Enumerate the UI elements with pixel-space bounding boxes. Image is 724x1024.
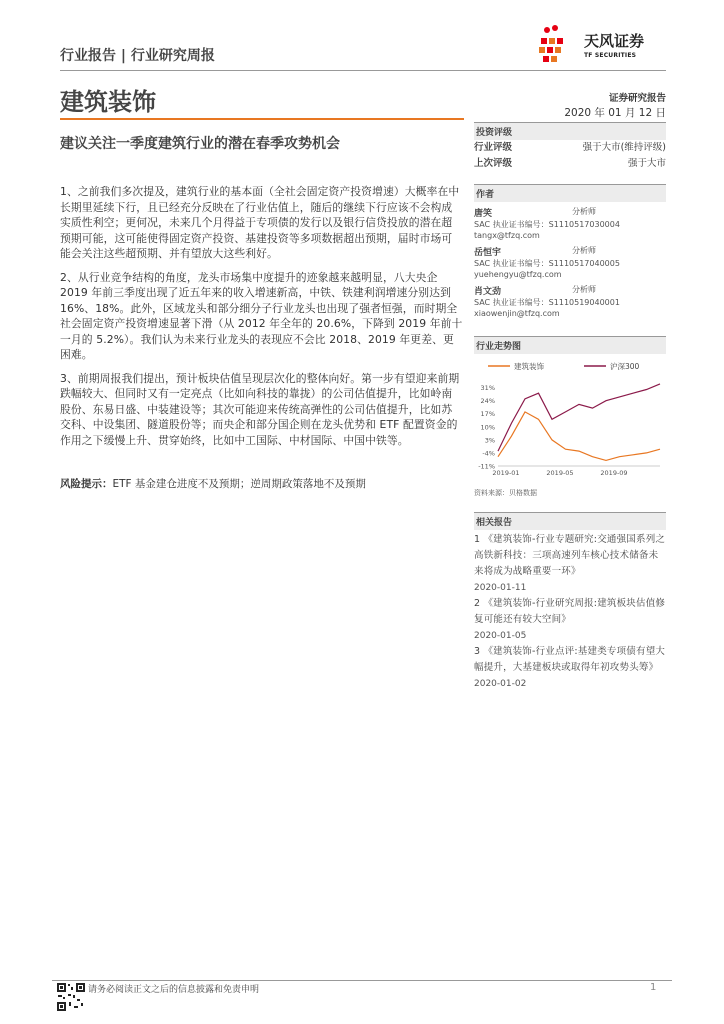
y-tick-label: 3% — [484, 436, 495, 445]
body-paragraph: 2、从行业竞争结构的角度，龙头市场集中度提升的迹象越来越明显，八大央企 2019 年前三季度出现了近五年来的收入增速新高，中铁、铁建利润增速分别达到 16%、18%。此外，区域龙头和部分细分子行业龙头也出现了强者恒强，而时期全社会固定资产投资增速显著下滑（从 2012 年全年的 20.6%，下降到 2019 年前十一月的 5.2%）。我们认为未来行业龙头的表现应不会比 2018、2019 年更差、更困难。 — [60, 270, 463, 361]
body-paragraph: 1、之前我们多次提及，建筑行业的基本面（全社会固定资产投资增速）大概率在中长期里延续下行，且已经充分反映在了行业估值上，随后的继续下行应该不会构成实质性利空；更何况，未来几个月得益于专项债的发行以及银行信贷投放的潜在超预期可能，这可能使得固定资产投资、基建投资等多项数据超出预期，届时市场可能会关注这些超预期、并有望放大这些利好。 — [60, 185, 460, 260]
page-number: 1 — [650, 982, 657, 993]
y-tick-label: -4% — [482, 449, 495, 458]
risk-warning: 风险提示：ETF 基金建仓进度不及预期；逆周期政策落地不及预期 — [60, 478, 366, 490]
footer-disclaimer[interactable]: 请务必阅读正文之后的信息披露和免责申明 — [88, 985, 260, 995]
title-underline — [60, 118, 464, 120]
doc-type: 证券研究报告 — [608, 93, 666, 104]
rating-title: 投资评级 — [474, 123, 666, 140]
trend-section — [474, 336, 666, 354]
x-tick-label: 2019-01 — [492, 469, 520, 477]
y-tick-label: 10% — [480, 423, 495, 432]
rating-row: 上次评级 强于大市 — [474, 158, 666, 169]
x-tick-label: 2019-05 — [546, 469, 574, 477]
report-type: 行业报告 | 行业研究周报 — [60, 48, 215, 64]
report-body — [60, 184, 463, 456]
series-line — [498, 412, 660, 461]
authors-section — [474, 184, 666, 319]
y-tick-label: 17% — [480, 410, 495, 419]
related-section — [474, 512, 666, 692]
x-tick-label: 2019-09 — [600, 469, 628, 477]
author-entry: 唐笑 分析师 SAC 执业证书编号：S1110517030004 tangx@tfzq.com — [474, 207, 620, 240]
rating-row: 行业评级 强于大市(维持评级) — [474, 142, 666, 153]
rating-section — [474, 122, 666, 172]
legend-label: 建筑装饰 — [514, 362, 544, 371]
authors-title: 作者 — [474, 185, 666, 202]
report-date: 2020 年 01 月 12 日 — [564, 107, 666, 119]
legend-label: 沪深300 — [610, 362, 640, 371]
author-entry: 肖文劲 分析师 SAC 执业证书编号：S1110519040001 xiaowenjin@tfzq.com — [474, 285, 620, 318]
chart-source: 资料来源：贝格数据 — [474, 489, 537, 497]
related-report-item[interactable]: 3 《建筑装饰-行业点评:基建类专项债有望大幅提升，大基建板块或取得年初攻势头筹》 2020-01-02 — [474, 646, 666, 689]
logo-en: TF SECURITIES — [584, 52, 637, 59]
report-headline: 建议关注一季度建筑行业的潜在春季攻势机会 — [60, 136, 340, 152]
qr-code-icon — [56, 982, 86, 1012]
logo-name: 天风证券 — [584, 32, 645, 50]
header-divider — [60, 70, 666, 71]
trend-chart — [474, 358, 666, 480]
y-tick-label: -11% — [478, 462, 495, 471]
related-report-item[interactable]: 1 《建筑装饰-行业专题研究:交通强国系列之高铁新科技：三项高速列车核心技术储备未来将成为战略重要一环》 2020-01-11 — [474, 534, 666, 593]
sector-title: 建筑装饰 — [60, 88, 156, 116]
related-report-item[interactable]: 2 《建筑装饰-行业研究周报:建筑板块估值修复可能还有较大空间》 2020-01-05 — [474, 598, 666, 641]
body-paragraph: 3、前期周报我们提出，预计板块估值呈现层次化的整体向好。第一步有望迎来前期跌幅较大、但同时又有一定亮点（比如向科技的靠拢）的公司估值提升，比如岭南股份、东易日盛、中装建设等；其次可能迎来传统高弹性的公司估值提升，比如苏交科、中设集团、隧道股份等；而央企和部分国企则在龙头优势和 ETF 配置资金的作用之下缓慢上升、贯穿始终，比如中工国际、中材国际、中国中铁等。 — [60, 371, 460, 447]
author-entry: 岳恒宇 分析师 SAC 执业证书编号：S1110517040005 yuehengyu@tfzq.com — [474, 246, 620, 279]
footer-divider — [52, 980, 672, 981]
related-title: 相关报告 — [474, 513, 666, 530]
trend-title: 行业走势图 — [474, 337, 666, 354]
y-tick-label: 31% — [480, 384, 495, 393]
y-tick-label: 24% — [480, 397, 495, 406]
